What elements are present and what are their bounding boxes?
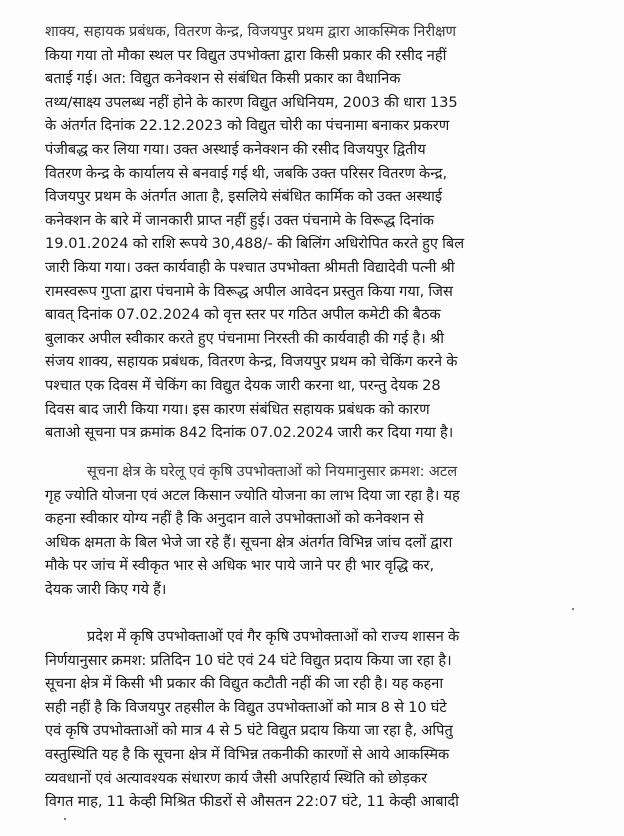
paragraph-line: वितरण केन्द्र के कार्यालय से बनवाई गई थी, जबकि उक्त परिसर वितरण केन्द्र, <box>45 164 448 182</box>
paragraph-line: अधिक क्षमता के बिल भेजे जा रहे हैं। सूचना क्षेत्र अंतर्गत विभिन्न जांच दलों द्वारा <box>45 533 453 551</box>
paragraph-line: निर्णयानुसार क्रमश: प्रतिदिन 10 घंटे एवं 24 घंटे विद्युत प्रदाय किया जा रहा है। <box>45 651 452 669</box>
paragraph-line: कनेक्शन के बारे में जानकारी प्राप्त नहीं हुई। उक्त पंचनामे के विरूद्ध दिनांक <box>45 211 434 229</box>
paragraph-line: जारी किया गया। उक्त कार्यवाही के पश्चात उपभोक्ता श्रीमती विद्यादेवी पत्नी श्री <box>45 258 455 276</box>
paragraph-line: शाक्य, सहायक प्रबंधक, वितरण केन्द्र, विजयपुर प्रथम द्वारा आकस्मिक निरीक्षण <box>45 23 457 40</box>
paragraph-subsidy-schemes <box>45 460 585 602</box>
paragraph-line: पंजीबद्ध कर लिया गया। उक्त अस्थाई कनेक्शन की रसीद विजयपुर द्वितीय <box>45 140 426 158</box>
paragraph-line: सही नहीं है कि विजयपुर तहसील के विद्युत उपभोक्ताओं को मात्र 8 से 10 घंटे <box>45 698 447 716</box>
scan-speck <box>572 608 574 610</box>
paragraph-line: 19.01.2024 को राशि रूपये 30,488/- की बिलिंग अधिरोपित करते हुए बिल <box>45 235 465 253</box>
paragraph-line: बताई गई। अत: विद्युत कनेक्शन से संबंधित किसी प्रकार का वैधानिक <box>45 70 401 88</box>
paragraph-line: बुलाकर अपील स्वीकार करते हुए पंचनामा निरस्ती की कार्यवाही की गई है। श्री <box>45 329 444 347</box>
paragraph-line: दिवस बाद जारी किया गया। इस कारण संबंधित सहायक प्रबंधक को कारण <box>45 400 430 418</box>
paragraph-electricity-theft-case <box>45 20 585 445</box>
paragraph-line: देयक जारी किए गये हैं। <box>45 580 167 598</box>
paragraph-line: तथ्य/साक्ष्य उपलब्ध नहीं होने के कारण विद्युत अधिनियम, 2003 की धारा 135 <box>45 93 458 111</box>
paragraph-line: गृह ज्योति योजना एवं अटल किसान ज्योति योजना का लाभ दिया जा रहा है। यह <box>45 486 460 504</box>
paragraph-line: एवं कृषि उपभोक्ताओं को मात्र 4 से 5 घंटे विद्युत प्रदाय किया जा रहा है, अपितु <box>45 722 453 740</box>
paragraph-line: सूचना क्षेत्र में किसी भी प्रकार की विद्युत कटौती नहीं की जा रही है। यह कहना <box>45 675 444 693</box>
paragraph-line: बावत् दिनांक 07.02.2024 को वृत्त स्तर पर गठित अपील कमेटी की बैठक <box>45 306 441 324</box>
paragraph-line: बताओ सूचना पत्र क्रमांक 842 दिनांक 07.02.2024 जारी कर दिया गया है। <box>45 424 454 442</box>
paragraph-line: सूचना क्षेत्र के घरेलू एवं कृषि उपभोक्ताओं को नियमानुसार क्रमश: अटल <box>87 463 458 480</box>
paragraph-line: विजयपुर प्रथम के अंतर्गत आता है, इसलिये संबंधित कार्मिक को उक्त अस्थाई <box>45 188 443 206</box>
paragraph-line: मौके पर जांच में स्वीकृत भार से अधिक भार पाये जाने पर ही भार वृद्धि कर, <box>45 557 435 575</box>
paragraph-line: पश्चात एक दिवस में चेकिंग का विद्युत देयक जारी करना था, परन्तु देयक 28 <box>45 376 441 394</box>
paragraph-line: किया गया तो मौका स्थल पर विद्युत उपभोक्ता द्वारा किसी प्रकार की रसीद नहीं <box>45 46 447 64</box>
paragraph-line: प्रदेश में कृषि उपभोक्ताओं एवं गैर कृषि उपभोक्ताओं को राज्य शासन के <box>87 628 460 645</box>
paragraph-line: कहना स्वीकार योग्य नहीं है कि अनुदान वाले उपभोक्ताओं को कनेक्शन से <box>45 510 424 528</box>
paragraph-line: के अंतर्गत दिनांक 22.12.2023 को विद्युत चोरी का पंचनामा बनाकर प्रकरण <box>45 117 450 135</box>
paragraph-line: व्यवधानों एवं अत्यावश्यक संधारण कार्य जैसी अपरिहार्य स्थिति को छोड़कर <box>45 769 428 787</box>
paragraph-power-supply-hours <box>45 625 585 814</box>
paragraph-line: विगत माह, 11 केव्ही मिश्रित फीडरों से औसतन 22:07 घंटे, 11 केव्ही आबादी <box>45 793 459 811</box>
paragraph-line: रामस्वरूप गुप्ता द्वारा पंचनामे के विरूद्ध अपील आवेदन प्रस्तुत किया गया, जिस <box>45 282 453 300</box>
paragraph-line: वस्तुस्थिति यह है कि सूचना क्षेत्र में विभिन्न तकनीकी कारणों से आये आकस्मिक <box>45 745 450 763</box>
scan-speck <box>64 818 66 820</box>
paragraph-line: संजय शाक्य, सहायक प्रबंधक, वितरण केन्द्र, विजयपुर प्रथम को चेकिंग करने के <box>45 353 458 371</box>
